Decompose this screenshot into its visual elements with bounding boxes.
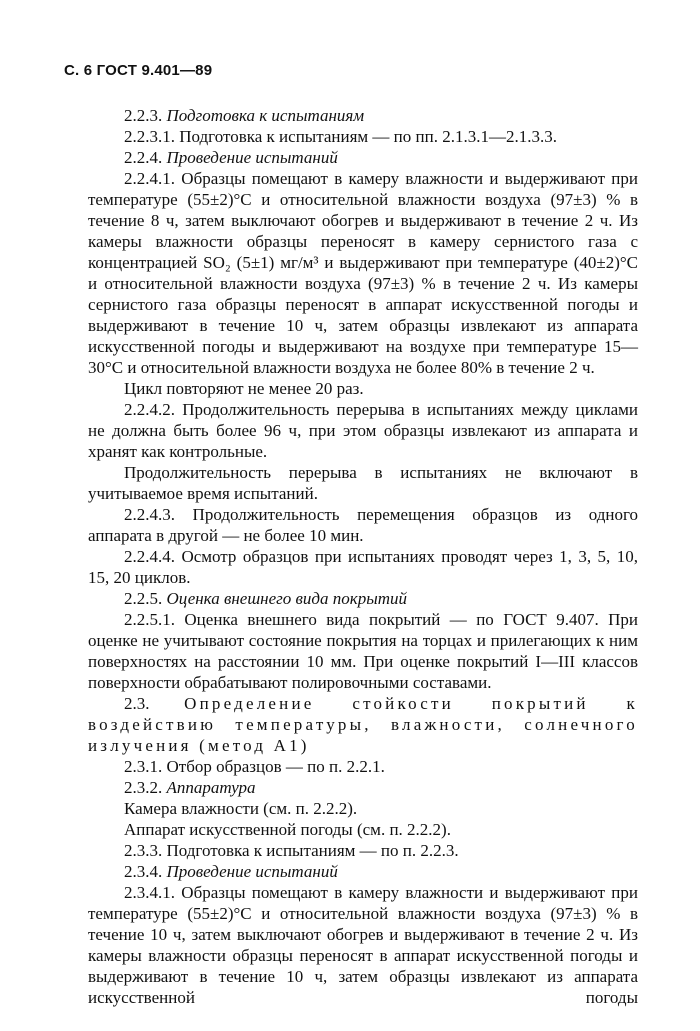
paragraph: 2.3.1. Отбор образцов — по п. 2.2.1. (124, 757, 385, 776)
paragraph: 2.2.4.4. Осмотр образцов при испытаниях проводят через 1, 3, 5, 10, 15, 20 циклов. (88, 547, 638, 587)
paragraph: 2.3.3. Подготовка к испытаниям — по п. 2.2.3. (124, 841, 459, 860)
italic-heading-text: Оценка внешнего вида покрытий (166, 589, 407, 608)
italic-heading-text: Подготовка к испытаниям (166, 106, 365, 125)
spaced-heading-text: Определение стойкости покрытий к воздействию температуры, влажности, солнечного излучения (метод А1) (88, 694, 639, 755)
italic-heading-text: Аппаратура (166, 778, 256, 797)
paragraph: Аппарат искусственной погоды (см. п. 2.2.2). (124, 820, 451, 839)
paragraph: 2.2.4. Проведение испытаний (124, 148, 338, 167)
paragraph: 2.2.4.1. Образцы помещают в камеру влажности и выдерживают при температуре (55±2)°С и относительной влажности воздуха (97±3) % в течение 8 ч, затем выключают обогрев и выдерживают в течение 2 ч. Из камеры влажности образцы переносят в камеру сернистого газа с концентрацией SO₂ (5±1) мг/м³ и выдерживают при температуре (40±2)°С и относительной влажности воздуха (97±3) % в течение 2 ч. Из камеры сернистого газа образцы переносят в аппарат искусственной погоды и выдерживают в течение 10 ч, затем образцы извлекают из аппарата искусственной погоды и выдерживают на воздухе при температуре 15—30°С и относительной влажности воздуха не более 80% в течение 2 ч. (88, 169, 638, 377)
document-body (88, 105, 638, 1008)
paragraph: 2.3.4.1. Образцы помещают в камеру влажности и выдерживают при температуре (55±2)°С и относительной влажности воздуха (97±3) % в течение 10 ч, затем выключают обогрев и выдерживают в течение 2 ч. Из камеры влажности образцы переносят в аппарат искусственной погоды и выдерживают в течение 10 ч, затем образцы извлекают из аппарата искусственной погоды (88, 883, 638, 1007)
page-header: С. 6 ГОСТ 9.401—89 (64, 62, 213, 79)
paragraph: 2.2.5. Оценка внешнего вида покрытий (124, 589, 407, 608)
paragraph: 2.3.2. Аппаратура (124, 778, 256, 797)
paragraph: Камера влажности (см. п. 2.2.2). (124, 799, 358, 818)
paragraph: Продолжительность перерыва в испытаниях не включают в учитываемое время испытаний. (88, 463, 638, 503)
italic-heading-text: Проведение испытаний (166, 148, 338, 167)
paragraph: 2.2.3. Подготовка к испытаниям (124, 106, 365, 125)
paragraph: 2.2.3.1. Подготовка к испытаниям — по пп. 2.1.3.1—2.1.3.3. (124, 127, 557, 146)
paragraph: Цикл повторяют не менее 20 раз. (124, 379, 364, 398)
italic-heading-text: Проведение испытаний (166, 862, 338, 881)
paragraph: 2.2.5.1. Оценка внешнего вида покрытий — по ГОСТ 9.407. При оценке не учитывают состояние покрытия на торцах и прилегающих к ним поверхностях на расстоянии 10 мм. При оценке покрытий I—III классов поверхности обрабатывают полировочными составами. (88, 610, 638, 692)
paragraph: 2.2.4.3. Продолжительность перемещения образцов из одного аппарата в другой — не более 10 мин. (88, 505, 638, 545)
paragraph: 2.3.4. Проведение испытаний (124, 862, 338, 881)
section-heading: 2.3. Определение стойкости покрытий к воздействию температуры, влажности, солнечного излучения (метод А1) (88, 694, 639, 755)
paragraph: 2.2.4.2. Продолжительность перерыва в испытаниях между циклами не должна быть более 96 ч, при этом образцы извлекают из аппарата и хранят как контрольные. (88, 400, 638, 461)
